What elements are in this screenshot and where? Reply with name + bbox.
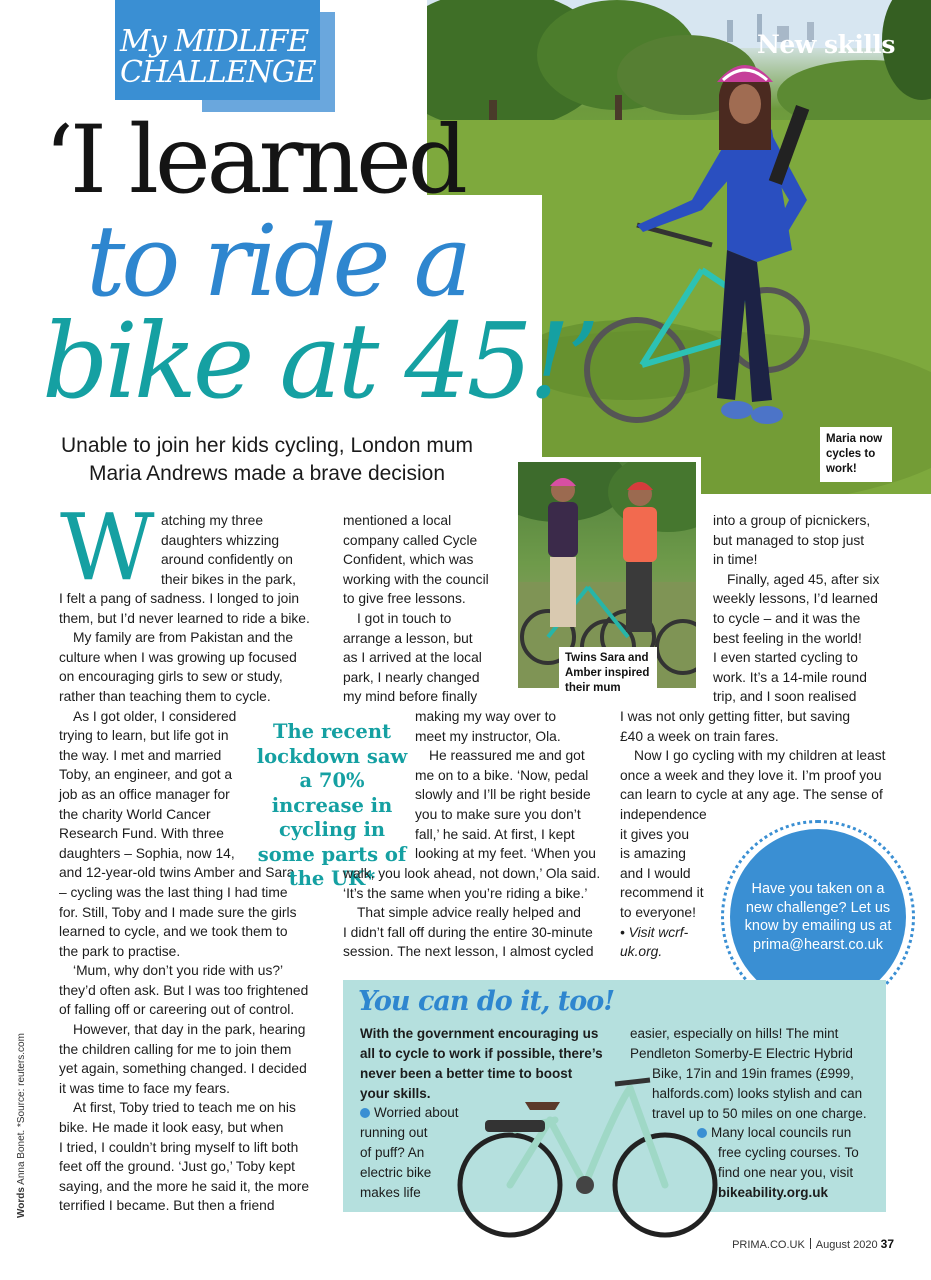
text-line: electric bike: [360, 1165, 432, 1180]
text-line: daughters – Sophia, now 14,: [59, 845, 235, 861]
text-line: meet my instructor, Ola.: [415, 728, 561, 744]
badge-line-1: My MIDLIFE: [120, 24, 309, 59]
reader-callout-text: Have you taken on a new challenge? Let us know by emailing us at prima@hearst.co.uk: [744, 881, 892, 953]
text-line: fall,’ he said. At first, I kept: [415, 826, 575, 842]
text-line: Now I go cycling with my children at least: [634, 748, 886, 764]
text-line: you to make sure you don’t: [415, 806, 581, 822]
text-line: I tried, I couldn’t bring myself to lift both: [59, 1139, 299, 1155]
text-line: the way. I met and married: [59, 747, 222, 763]
text-line: As I got older, I considered: [73, 708, 237, 724]
text-line: them, but I’d never learned to ride a bike.: [59, 610, 310, 626]
text-line: With the government encouraging us: [360, 1026, 599, 1041]
col2-body-a: [343, 511, 513, 707]
credit-label: Words: [16, 1187, 27, 1218]
text-line: My family are from Pakistan and the: [73, 630, 294, 646]
text-line: the park to practise.: [59, 943, 181, 959]
drop-cap: W: [60, 494, 155, 601]
text-line: all to cycle to work if possible, there’s: [360, 1046, 603, 1061]
text-line: for. Still, Toby and I made sure the girls: [59, 904, 297, 920]
footer-issue: August 2020: [815, 1239, 878, 1251]
text-line: around confidently on: [161, 552, 293, 568]
col1-intro: [161, 511, 331, 589]
text-line: is amazing: [620, 846, 686, 862]
text-line: as I arrived at the local: [343, 650, 482, 666]
text-line: in time!: [713, 552, 758, 568]
text-line: and 12-year-old twins Amber and Sara: [59, 865, 295, 881]
text-line: making my way over to: [415, 709, 557, 724]
text-line: Many local councils run: [711, 1125, 852, 1140]
standfirst-line-2: Maria Andrews made a brave decision: [88, 462, 445, 485]
text-line: on encouraging girls to sew or study,: [59, 669, 283, 685]
headline-line-2: to ride a: [86, 205, 469, 319]
text-line: me on to a bike. ‘Now, pedal: [415, 767, 589, 783]
text-line: learned to cycle, and we took them to: [59, 924, 288, 940]
text-line: once a week and they love it. I’m proof you: [620, 767, 882, 783]
text-line: independence: [620, 806, 707, 822]
text-line: – cycling was the last thing I had time: [59, 884, 288, 900]
page-footer: [732, 1237, 894, 1251]
text-line: makes life: [360, 1185, 421, 1200]
text-line: I even started cycling to: [713, 650, 858, 666]
text-line: job as an office manager for: [59, 786, 230, 802]
series-badge-text: [120, 26, 316, 88]
text-line: rather than teaching them to cycle.: [59, 688, 271, 704]
hero-caption: Maria now cycles to work!: [820, 427, 892, 482]
text-line: park, I nearly changed: [343, 669, 480, 685]
text-line: slowly and I’ll be right beside: [415, 787, 591, 803]
text-line: find one near you, visit: [718, 1165, 854, 1180]
text-line: Pendleton Somerby-E Electric Hybrid: [630, 1046, 853, 1061]
col2-body-b: [415, 707, 610, 864]
text-line: At first, Toby tried to teach me on his: [73, 1100, 296, 1116]
text-line: the children calling for me to join them: [59, 1041, 292, 1057]
text-line: free cycling courses. To: [718, 1145, 859, 1160]
text-line: my mind before finally: [343, 689, 478, 705]
badge-line-2: CHALLENGE: [120, 55, 316, 90]
text-line: running out: [360, 1125, 428, 1140]
text-line: terrified I became. But then a friend: [59, 1198, 275, 1214]
text-line: trip, and I soon realised: [713, 689, 857, 705]
bullet-icon: [360, 1108, 370, 1118]
text-line: your skills.: [360, 1086, 431, 1101]
text-line: the charity World Cancer: [59, 806, 211, 822]
text-line: recommend it: [620, 885, 704, 901]
text-line: to give free lessons.: [343, 591, 466, 607]
text-line: feet off the ground. ‘Just go,’ Toby kept: [59, 1159, 295, 1175]
text-line: Toby, an engineer, and got a: [59, 767, 233, 783]
text-line: but managed to stop just: [713, 532, 865, 548]
text-line: best feeling in the world!: [713, 630, 862, 646]
reader-callout: [730, 829, 906, 1005]
text-line: atching my three: [161, 513, 263, 528]
standfirst: [22, 432, 512, 488]
text-line: arrange a lesson, but: [343, 630, 473, 646]
text-line: looking at my feet. ‘When you: [415, 846, 596, 862]
text-line: halfords.com) looks stylish and can: [652, 1086, 863, 1101]
tips-right-a: [630, 1024, 890, 1064]
text-line: Bike, 17in and 19in frames (£999,: [652, 1066, 854, 1081]
text-line: I felt a pang of sadness. I longed to join: [59, 591, 300, 606]
text-line: work. It’s a 14-mile round: [713, 669, 867, 685]
tips-bullet-2: [697, 1123, 887, 1143]
text-line: • Visit wcrf-: [620, 924, 689, 940]
text-line: ‘It’s the same when you’re riding a bike.’: [343, 885, 588, 901]
text-line: bike. He made it look easy, but when: [59, 1120, 284, 1136]
text-line: Confident, which was: [343, 552, 474, 568]
footer-divider: [810, 1238, 811, 1249]
headline-line-3: bike at 45!’: [42, 300, 596, 422]
text-line: I was not only getting fitter, but saving: [620, 709, 851, 724]
page-number: 37: [880, 1237, 894, 1251]
tips-box-title: You can do it, too!: [358, 986, 615, 1017]
standfirst-line-1: Unable to join her kids cycling, London mum: [60, 434, 474, 457]
text-line: working with the council: [343, 571, 489, 587]
text-line: yet again, something changed. I decided: [59, 1061, 307, 1077]
photo-credit: [16, 1033, 27, 1218]
credit-author: Anna Bonet.: [16, 1129, 27, 1185]
text-line: walk, you look ahead, not down,’ Ola said.: [343, 866, 601, 881]
text-line: daughters whizzing: [161, 532, 280, 548]
text-line: Worried about: [374, 1105, 459, 1120]
text-line: Finally, aged 45, after six: [727, 571, 880, 587]
headline-line-1: ‘I learned: [44, 106, 464, 215]
text-line: weekly lessons, I’d learned: [713, 591, 878, 607]
text-line: He reassured me and got: [429, 748, 585, 764]
text-line: culture when I was growing up focused: [59, 649, 297, 665]
text-line: Research Fund. With three: [59, 826, 224, 842]
section-label: New skills: [757, 30, 895, 59]
col3-body-a: [713, 511, 903, 707]
text-line: it gives you: [620, 826, 690, 842]
text-line: easier, especially on hills! The mint: [630, 1026, 839, 1041]
text-line: saying, and the more he said it, the more: [59, 1178, 310, 1194]
text-line: mentioned a local: [343, 513, 452, 528]
text-line: and I would: [620, 865, 691, 881]
text-line: trying to learn, but life got in: [59, 728, 229, 744]
text-line: That simple advice really helped and: [357, 905, 581, 921]
electric-bike-icon: [455, 1070, 725, 1240]
text-line: into a group of picnickers,: [713, 513, 871, 528]
text-line: I got in touch to: [357, 610, 452, 626]
text-line: bikeability.org.uk: [718, 1185, 829, 1200]
text-line: to cycle – and it was the: [713, 610, 861, 626]
inset-caption: Twins Sara and Amber inspired their mum: [559, 647, 657, 700]
text-line: their bikes in the park,: [161, 571, 296, 587]
text-line: company called Cycle: [343, 532, 478, 548]
text-line: £40 a week on train fares.: [620, 728, 779, 744]
text-line: ‘Mum, why don’t you ride with us?’: [73, 963, 284, 979]
footer-site: PRIMA.CO.UK: [732, 1239, 805, 1251]
credit-source: *Source: reuters.com: [16, 1033, 27, 1127]
text-line: can learn to cycle at any age. The sense of: [620, 787, 883, 803]
text-line: session. The next lesson, I almost cycled: [343, 944, 594, 960]
text-line: never been a better time to boost: [360, 1066, 573, 1081]
text-line: they’d often ask. But I was too frightened: [59, 982, 309, 998]
text-line: to everyone!: [620, 904, 696, 920]
text-line: of puff? An: [360, 1145, 425, 1160]
text-line: it was time to face my fears.: [59, 1080, 230, 1096]
text-line: of falling off or careering out of control.: [59, 1002, 295, 1018]
text-line: I didn’t fall off during the entire 30-minute: [343, 924, 593, 940]
pull-quote: The recent lockdown saw a 70% increase in cycling in some parts of the UK*: [256, 720, 408, 890]
text-line: However, that day in the park, hearing: [73, 1022, 306, 1038]
col1-body-a: [59, 589, 334, 1216]
col2-body-c: [343, 864, 618, 962]
tips-bullet-2-cont: [718, 1143, 888, 1203]
text-line: uk.org.: [620, 944, 663, 960]
text-line: travel up to 50 miles on one charge.: [652, 1106, 867, 1121]
